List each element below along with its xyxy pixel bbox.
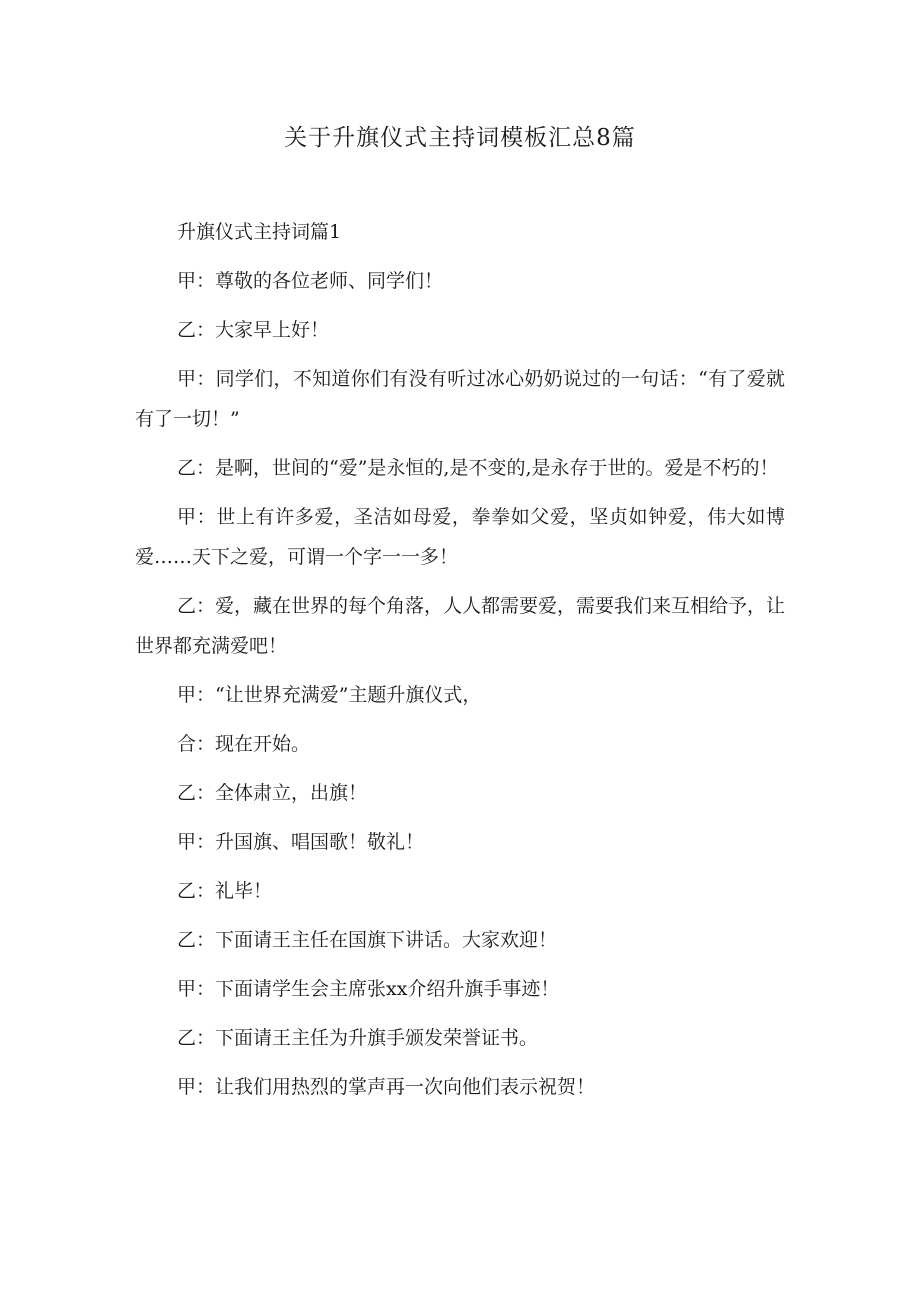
paragraph: 甲：世上有许多爱，圣洁如母爱，拳拳如父爱，坚贞如钟爱，伟大如博爱……天下之爱，可谓一个字一一多！: [135, 506, 785, 568]
paragraph: 乙：爱，藏在世界的每个角落，人人都需要爱，需要我们来互相给予，让世界都充满爱吧！: [135, 595, 786, 657]
paragraph: 甲：下面请学生会主席张xx介绍升旗手事迹！: [177, 978, 560, 1000]
paragraph: 乙：大家早上好！: [177, 319, 330, 341]
document-title: 关于升旗仪式主持词模板汇总8篇: [284, 125, 636, 151]
paragraph: 合：现在开始。: [177, 733, 311, 755]
paragraph: 甲：让我们用热烈的掌声再一次向他们表示祝贺！: [177, 1076, 596, 1098]
paragraph: 甲：“让世界充满爱”主题升旗仪式，: [177, 684, 482, 706]
paragraph: 甲：升国旗、唱国歌！敬礼！: [177, 831, 425, 853]
document-body: [135, 212, 785, 1116]
paragraph: 乙：是啊，世间的“爱”是永恒的,是不变的,是永存于世的。爱是不朽的！: [177, 457, 779, 479]
section-heading: 升旗仪式主持词篇1: [177, 221, 342, 243]
paragraph: 乙：礼毕！: [177, 880, 273, 902]
paragraph: 甲：尊敬的各位老师、同学们！: [177, 270, 444, 292]
paragraph: 乙：全体肃立，出旗！: [177, 782, 368, 804]
paragraph: 乙：下面请王主任在国旗下讲话。大家欢迎！: [177, 929, 558, 951]
paragraph: 甲：同学们，不知道你们有没有听过冰心奶奶说过的一句话：“有了爱就有了一切！”: [135, 368, 785, 430]
paragraph: 乙：下面请王主任为升旗手颁发荣誉证书。: [177, 1027, 539, 1049]
